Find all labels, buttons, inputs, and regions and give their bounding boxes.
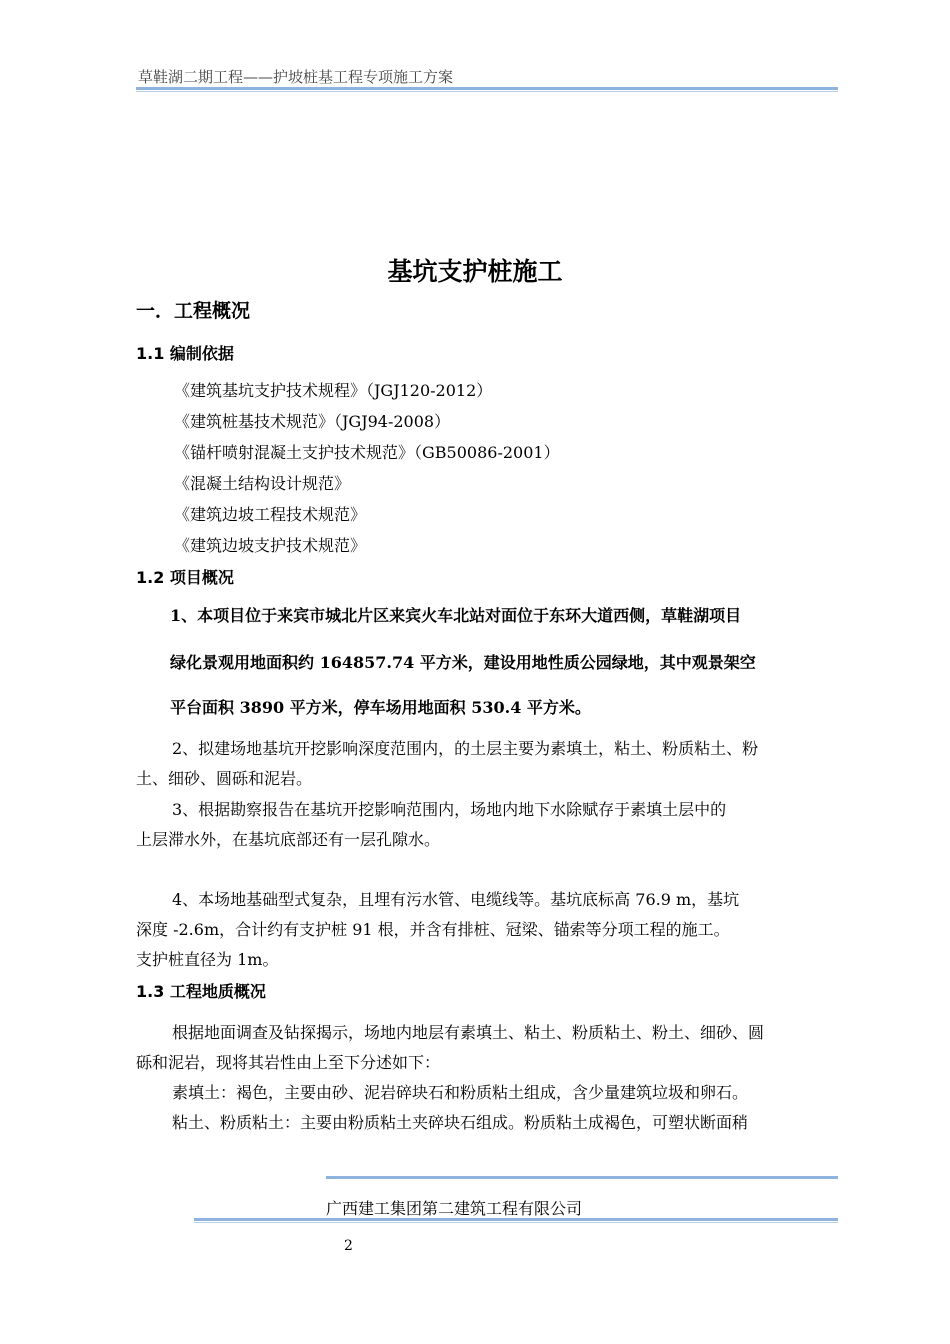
reference-item: 《建筑基坑支护技术规程》（JGJ120-2012） (174, 381, 493, 400)
overview-para2-line1: 2、拟建场地基坑开挖影响深度范围内，的土层主要为素填土，粘土、粉质粘土、粉 (172, 739, 759, 758)
reference-item: 《建筑边坡支护技术规范》 (174, 536, 367, 555)
section-heading-overview: 一．工程概况 (136, 300, 251, 322)
header-rule (136, 87, 838, 90)
overview-para2-line2: 土、细砂、圆砾和泥岩。 (136, 769, 313, 788)
footer-rule-thin (194, 1222, 838, 1223)
footer-company-name: 广西建工集团第二建筑工程有限公司 (326, 1199, 583, 1218)
reference-item: 《建筑桩基技术规范》（JGJ94-2008） (174, 412, 451, 431)
header-rule-thin (136, 91, 838, 92)
document-title: 基坑支护桩施工 (387, 257, 563, 286)
subsection-heading-basis: 1.1 编制依据 (136, 344, 234, 363)
overview-para3-line2: 上层滞水外，在基坑底部还有一层孔隙水。 (136, 830, 441, 849)
overview-para1-line2: 绿化景观用地面积约 164857.74 平方米，建设用地性质公园绿地，其中观景架空 (170, 653, 756, 672)
geology-para3: 粘土、粉质粘土：主要由粉质粘土夹碎块石组成。粉质粘土成褐色，可塑状断面稍 (172, 1113, 749, 1132)
geology-para1-line1: 根据地面调查及钻探揭示，场地内地层有素填土、粘土、粉质粘土、粉土、细砂、圆 (172, 1023, 765, 1042)
overview-para1-line3: 平台面积 3890 平方米，停车场用地面积 530.4 平方米。 (170, 698, 591, 717)
subsection-heading-overview: 1.2 项目概况 (136, 568, 234, 587)
reference-item: 《混凝土结构设计规范》 (174, 474, 351, 493)
overview-para3-line1: 3、根据勘察报告在基坑开挖影响范围内，场地内地下水除赋存于素填土层中的 (172, 800, 727, 819)
overview-para4-line2: 深度 -2.6m，合计约有支护桩 91 根，并含有排桩、冠梁、锚索等分项工程的施工。 (136, 920, 730, 939)
reference-item: 《锚杆喷射混凝土支护技术规范》（GB50086-2001） (174, 443, 560, 462)
geology-para1-line2: 砾和泥岩，现将其岩性由上至下分述如下： (136, 1053, 441, 1072)
footer-rule (194, 1218, 838, 1221)
overview-para4-line3: 支护桩直径为 1m。 (136, 950, 279, 969)
page-header-text: 草鞋湖二期工程——护坡桩基工程专项施工方案 (138, 68, 454, 86)
reference-item: 《建筑边坡工程技术规范》 (174, 505, 367, 524)
footer-rule-top (326, 1176, 838, 1179)
subsection-heading-geology: 1.3 工程地质概况 (136, 982, 266, 1001)
overview-para4-line1: 4、本场地基础型式复杂，且埋有污水管、电缆线等。基坑底标高 76.9 m，基坑 (172, 890, 740, 909)
page-number: 2 (344, 1238, 353, 1254)
geology-para2: 素填土：褐色，主要由砂、泥岩碎块石和粉质粘土组成，含少量建筑垃圾和卵石。 (172, 1083, 749, 1102)
overview-para1-line1: 1、本项目位于来宾市城北片区来宾火车北站对面位于东环大道西侧，草鞋湖项目 (170, 606, 742, 625)
